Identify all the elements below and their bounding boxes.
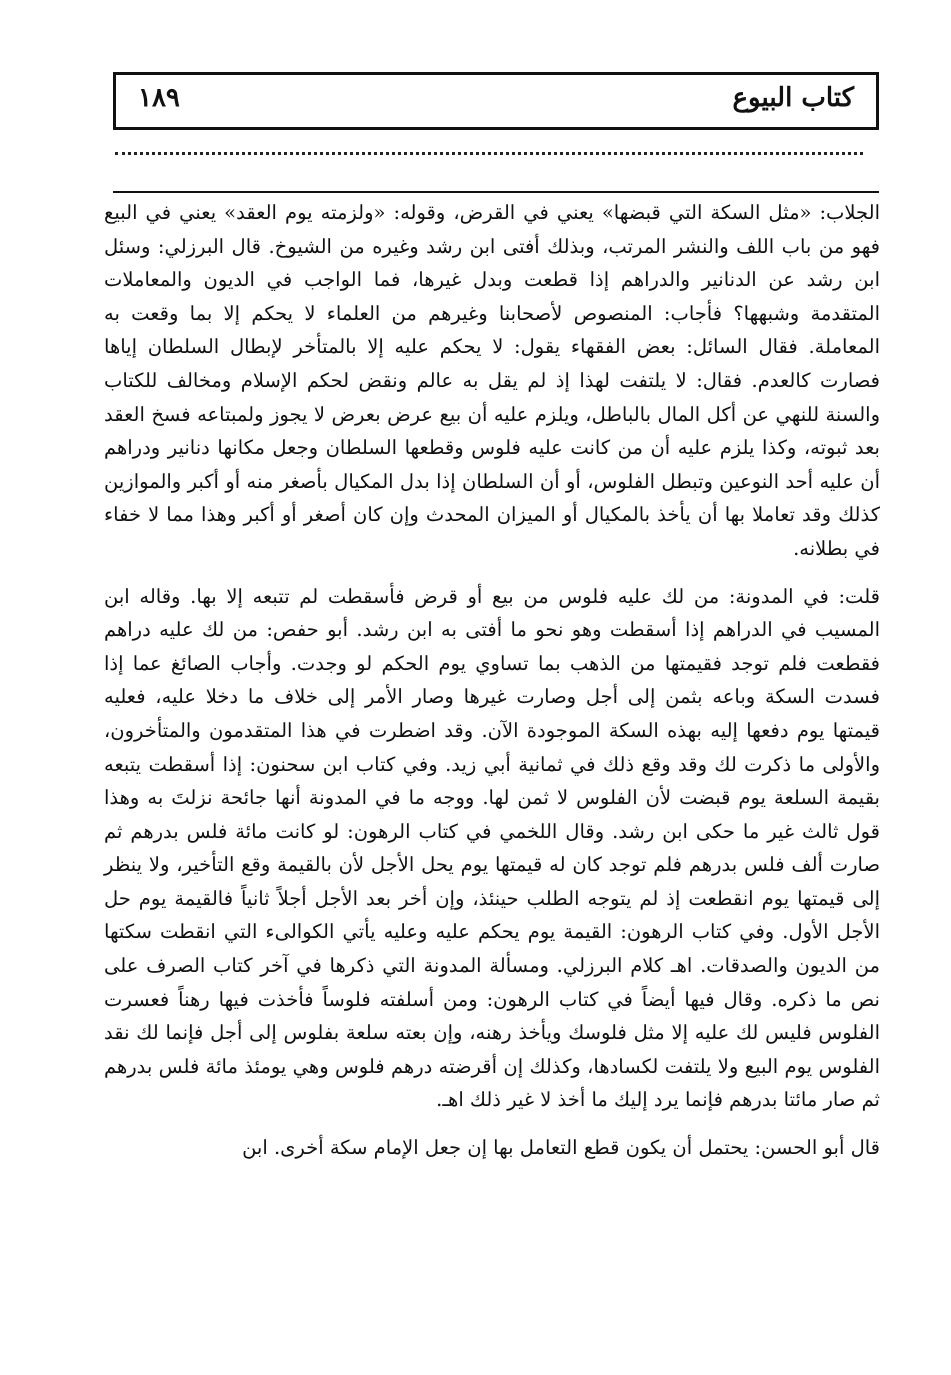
horizontal-rule bbox=[113, 191, 879, 193]
body-text bbox=[104, 196, 880, 1165]
paragraph-3: قال أبو الحسن: يحتمل أن يكون قطع التعامل بها إن جعل الإمام سكة أخرى. ابن bbox=[242, 1136, 880, 1160]
page-number: ١٨٩ bbox=[138, 83, 180, 113]
dotted-divider bbox=[115, 152, 863, 155]
chapter-title: كتاب البيوع bbox=[732, 83, 854, 113]
page-header bbox=[113, 72, 879, 130]
paragraph-2: قلت: في المدونة: من لك عليه فلوس من بيع أو قرض فأسقطت لم تتبعه إلا بها. وقاله ابن المسيب في الدراهم إذا أسقطت وهو نحو ما أفتى به ابن رشد. أبو حفص: من لك عليه دراهم فقطعت فلم توجد فقيمتها من الذهب بما تساوي يوم الحكم لو وجدت. وأجاب الصائغ عما إذا فسدت السكة وباعه بثمن إلى أجل وصارت غيرها وصار الأمر إلى خلاف ما دخلا عليه، فعليه قيمتها يوم دفعها إليه بهذه السكة الموجودة الآن. وقد اضطرت في هذا المتقدمون والمتأخرون، والأولى ما ذكرت لك وقد وقع ذلك في ثمانية أبي زيد. وفي كتاب ابن سحنون: إذا أسقطت يتبعه بقيمة السلعة يوم قبضت لأن الفلوس لا ثمن لها. ووجه ما في المدونة أنها جائحة نزلتَ به وهذا قول ثالث غير ما حكى ابن رشد. وقال اللخمي في كتاب الرهون: لو كانت مائة فلس بدرهم ثم صارت ألف فلس بدرهم فلم توجد كان له قيمتها يوم يحل الأجل لأن بالقيمة وقع التأخير، ولا ينظر إلى قيمتها يوم انقطعت إذ لم يتوجه الطلب حينئذ، وإن أخر بعد الأجل أجلاً ثانياً فالقيمة يوم حل الأجل الأول. وفي كتاب الرهون: القيمة يوم يحكم عليه وعليه يأتي الكوالىء التي انقطت سكتها من الديون والصدقات. اهـ كلام البرزلي. ومسألة المدونة التي ذكرها في آخر كتاب الصرف على نص ما ذكره. وقال فيها أيضاً في كتاب الرهون: ومن أسلفته فلوساً فأخذت فيها رهناً فعسرت الفلوس فليس لك عليه إلا مثل فلوسك ويأخذ رهنه، وإن بعته سلعة بفلوس إلى أجل فإنما لك نقد الفلوس يوم البيع ولا يلتفت لكسادها، وكذلك إن أقرضته درهم فلوس وهي يومئذ مائة فلس بدرهم ثم صار مائتا بدرهم فإنما يرد إليك ما أخذ لا غير ذلك اهـ. bbox=[104, 584, 881, 1112]
paragraph-1: الجلاب: «مثل السكة التي قبضها» يعني في القرض، وقوله: «ولزمته يوم العقد» يعني في البيع فهو من باب اللف والنشر المرتب، وبذلك أفتى ابن رشد وغيره من الشيوخ. قال البرزلي: وسئل ابن رشد عن الدنانير والدراهم إذا قطعت وبدل غيرها، فما الواجب في الديون والمعاملات المتقدمة وشبهها؟ فأجاب: المنصوص لأصحابنا وغيرهم من العلماء لا يحكم إلا بما وقعت به المعاملة. فقال السائل: بعض الفقهاء يقول: لا يحكم عليه إلا بالمتأخر لإبطال السلطان إياها فصارت كالعدم. فقال: لا يلتفت لهذا إذ لم يقل به عالم ونقض لحكم الإسلام ومخالف للكتاب والسنة للنهي عن أكل المال بالباطل، ويلزم عليه أن بيع عرض بعرض لا يجوز ولمبتاعه فسخ العقد بعد ثبوته، وكذا يلزم عليه أن من كانت عليه فلوس وقطعها السلطان وجعل مكانها دنانير ودراهم أن عليه أحد النوعين وتبطل الفلوس، أو أن السلطان إذا بدل المكيال بأصغر منه أو أكبر والموازين كذلك وقد تعاملا بها أن يأخذ بالمكيال أو الميزان المحدث وإن كان أصغر أو أكبر وهذا مما لا خفاء في بطلانه. bbox=[104, 201, 880, 560]
